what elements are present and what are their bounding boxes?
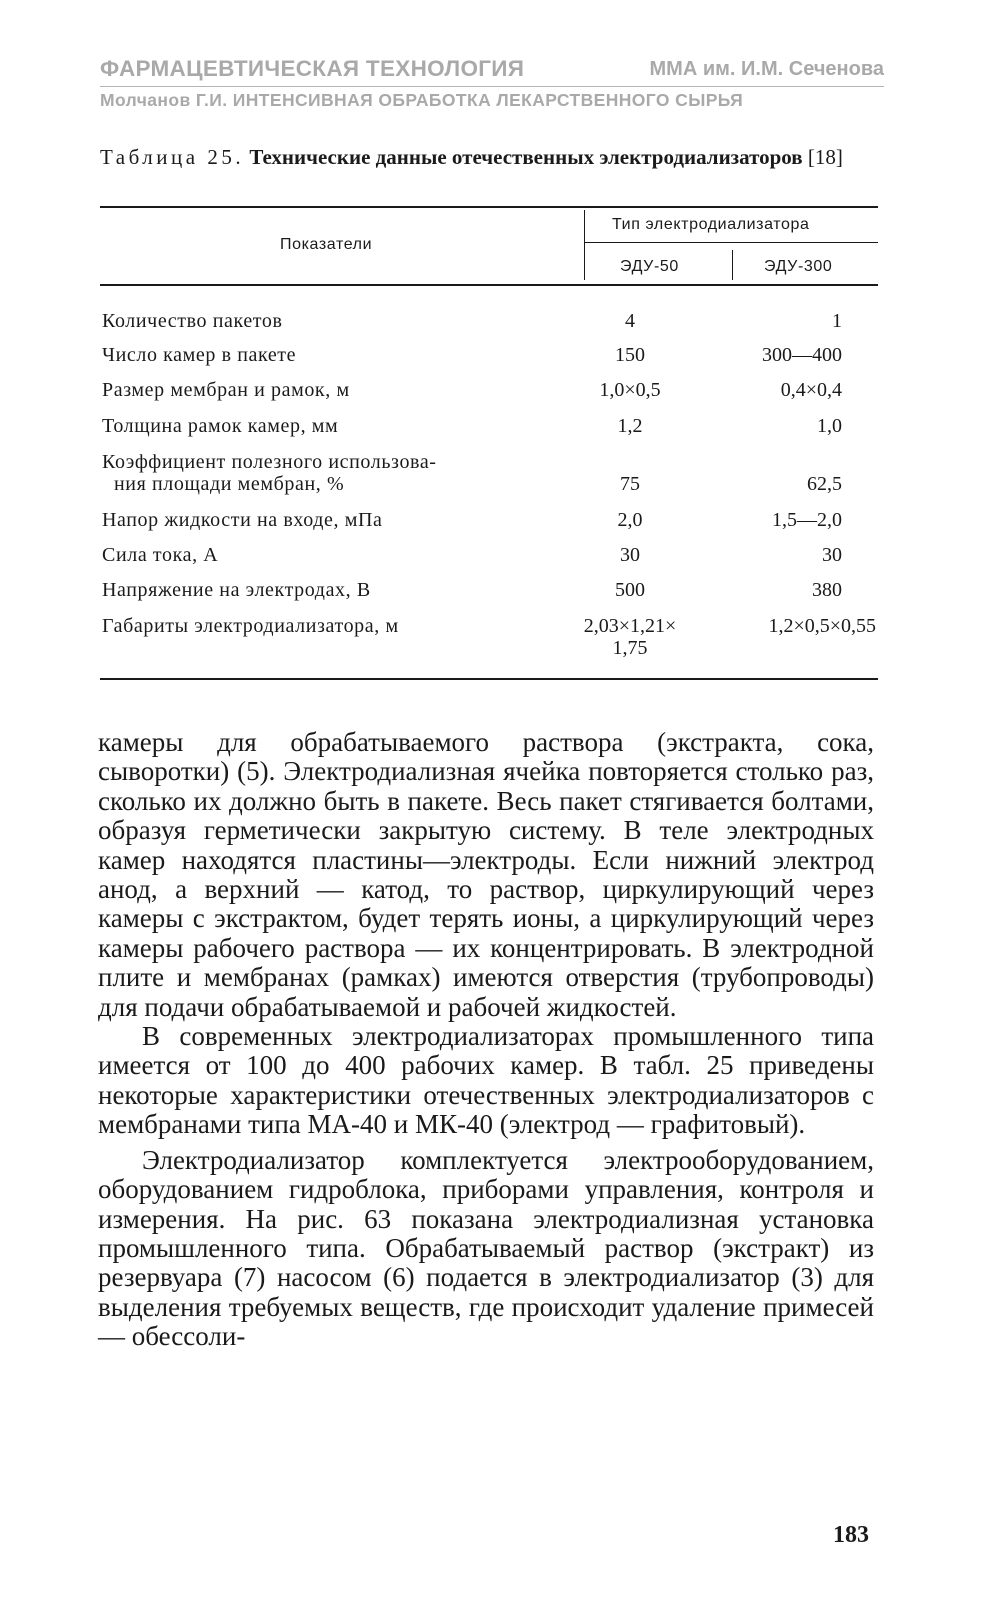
row-value-edu50: 30 — [620, 544, 640, 566]
paragraph: В современных электродиализаторах промышленного типа имеется от 100 до 400 рабочих камер. В табл. 25 приведены некоторые характеристики отечественных электродиализаторов с мембранами типа МА-40 и МК-40 (электрод — графитовый). — [98, 1021, 874, 1140]
table-caption-label: Таблица 25. — [100, 145, 245, 169]
row-label: Толщина рамок камер, мм — [102, 415, 339, 437]
table-caption-text: Технические данные отечественных электродиализаторов — [249, 145, 803, 169]
header-institution: ММА им. И.М. Сеченова — [649, 58, 884, 80]
header-book-title: ФАРМАЦЕВТИЧЕСКАЯ ТЕХНОЛОГИЯ — [100, 56, 525, 81]
row-value-edu300: 300—400 — [762, 344, 842, 366]
table-col-indicator: Показатели — [280, 236, 373, 253]
row-value-edu300: 1,5—2,0 — [772, 509, 842, 531]
paragraph: Электродиализатор комплектуется электрооборудованием, оборудованием гидроблока, приборами управления, контроля и измерения. На рис. 63 показана электродиализная установка промышленного типа. Обрабатываемый раствор (экстракт) из резервуара (7) насосом (6) подается в электродиализатор (3) для выделения требуемых веществ, где происходит удаление примесей — обессоли- — [98, 1144, 874, 1352]
row-value-edu50: 2,03×1,21× — [583, 615, 677, 637]
table-row — [100, 310, 878, 344]
table-col-edu50: ЭДУ-50 — [620, 258, 679, 275]
row-label: Сила тока, А — [102, 544, 219, 566]
page-number: 183 — [833, 1522, 869, 1548]
row-value-edu50: 1,0×0,5 — [599, 379, 661, 401]
table-row — [100, 509, 878, 543]
row-value-edu50-continued: 1,75 — [612, 637, 648, 659]
row-value-edu300: 380 — [812, 579, 842, 601]
row-value-edu50: 2,0 — [617, 509, 643, 531]
row-value-edu300: 62,5 — [807, 473, 842, 495]
row-value-edu300: 30 — [822, 544, 842, 566]
row-label-continued: ния площади мембран, % — [114, 473, 345, 495]
table-group-underline — [584, 242, 878, 243]
table-caption — [100, 144, 880, 171]
row-value-edu300: 0,4×0,4 — [780, 379, 842, 401]
row-label: Число камер в пакете — [102, 344, 297, 366]
row-value-edu300: 1,0 — [817, 415, 842, 437]
table-header-divider — [584, 210, 585, 280]
table-row — [100, 451, 878, 507]
table-header-rule — [100, 284, 878, 286]
table-col-edu300: ЭДУ-300 — [764, 258, 833, 275]
row-label: Размер мембран и рамок, м — [102, 379, 350, 401]
row-value-edu50: 1,2 — [617, 415, 643, 437]
row-value-edu50: 500 — [615, 579, 645, 601]
row-label: Количество пакетов — [102, 310, 283, 332]
table-row — [100, 544, 878, 578]
table-row — [100, 344, 878, 378]
row-label: Габариты электродиализатора, м — [102, 615, 399, 637]
table-col-group: Тип электродиализатора — [612, 216, 810, 233]
row-label: Напор жидкости на входе, мПа — [102, 509, 383, 531]
body-text — [98, 728, 874, 1352]
row-value-edu300: 1 — [832, 310, 842, 332]
row-label: Коэффициент полезного использова- — [102, 451, 437, 473]
table-row — [100, 579, 878, 613]
running-header-line — [100, 54, 884, 87]
table-top-rule — [100, 206, 878, 208]
table-row — [100, 379, 878, 413]
table-bottom-rule — [100, 678, 878, 680]
header-author-title: Молчанов Г.И. ИНТЕНСИВНАЯ ОБРАБОТКА ЛЕКАРСТВЕННОГО СЫРЬЯ — [100, 90, 744, 110]
row-value-edu50: 4 — [625, 310, 635, 332]
row-value-edu50: 75 — [620, 473, 640, 495]
row-label: Напряжение на электродах, В — [102, 579, 371, 601]
table-row — [100, 415, 878, 449]
table-caption-reference: [18] — [807, 145, 843, 169]
paragraph: камеры для обрабатываемого раствора (экстракта, сока, сыворотки) (5). Электродиализная ячейка повторяется столько раз, сколько их должно быть в пакете. Весь пакет стягивается болтами, образуя герметически закрытую систему. В теле электродных камер находятся пластины—электроды. Если нижний электрод анод, а верхний — катод, то раствор, циркулирующий через камеры с экстрактом, будет терять ионы, а циркулирующий через камеры рабочего раствора — их концентрировать. В электродной плите и мембранах (рамках) имеются отверстия (трубопроводы) для подачи обрабатываемой и рабочей жидкостей. — [98, 727, 874, 1022]
table-subheader-divider — [732, 250, 733, 280]
table-row — [100, 615, 878, 671]
row-value-edu50: 150 — [615, 344, 645, 366]
running-header — [100, 54, 884, 110]
row-value-edu300: 1,2×0,5×0,55 — [768, 615, 876, 637]
